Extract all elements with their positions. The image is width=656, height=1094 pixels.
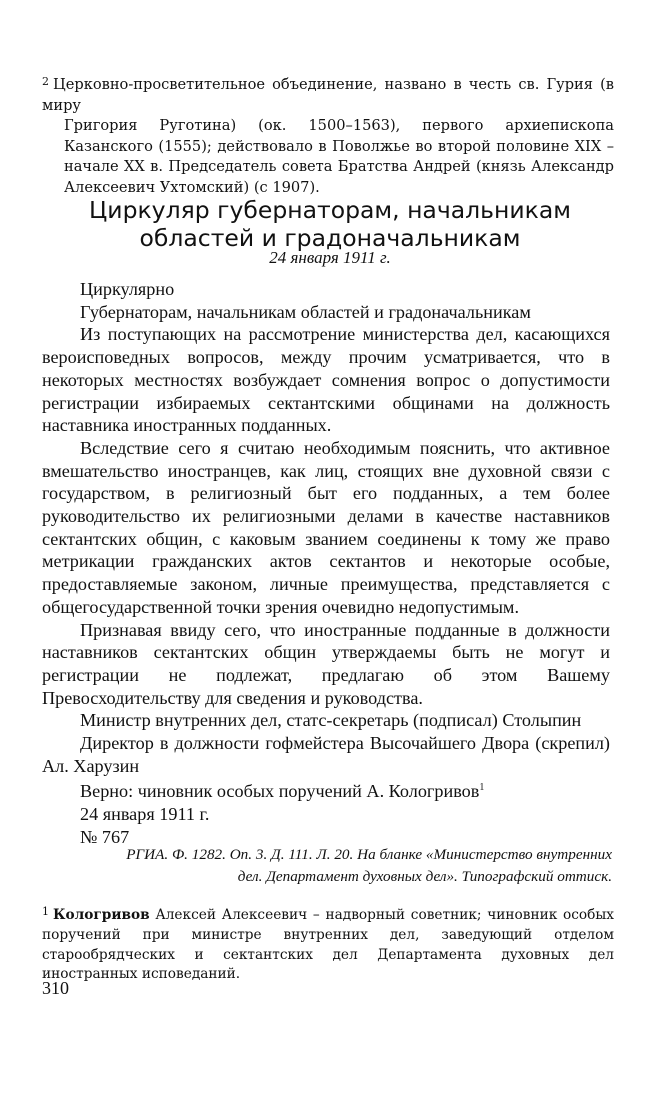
footnote-text: Алексей Алексеевич – надворный советник; чиновник особых поручений при министре внутренних дел, заведующий отделом старообрядческих и сектантских дел Департамента духовных дел иностранных исповеданий. xyxy=(42,907,615,983)
document-title: Циркуляр губернаторам, начальникам областей и градоначальникам xyxy=(89,196,571,252)
addressee: Губернаторам, начальникам областей и градоначальникам xyxy=(80,301,531,322)
archive-source xyxy=(42,844,612,888)
footnote-mark: 2 xyxy=(42,75,49,88)
footnote-name: Кологривов xyxy=(53,907,150,923)
top-footnote xyxy=(42,72,614,199)
certified-text: Верно: чиновник особых поручений А. Кологривов xyxy=(80,781,480,802)
footnote-mark: 1 xyxy=(42,905,49,918)
document-date: 24 января 1911 г. xyxy=(269,248,391,267)
signature-director: Директор в должности гофмейстера Высочайшего Двора (скрепил) Ал. Харузин xyxy=(42,733,610,776)
document-number: № 767 xyxy=(80,826,130,847)
document-body xyxy=(42,278,610,849)
paragraph-3: Признавая ввиду сего, что иностранные подданные в должности наставников сектантских общин утверждаемы быть не могут и регистрации не подлежат, предлагаю об этом Вашему Превосходительству для сведения и руководства. xyxy=(42,619,610,708)
heading-note: Циркулярно xyxy=(80,279,175,299)
certified-line xyxy=(42,777,610,803)
certified-mark: 1 xyxy=(479,782,485,794)
bottom-footnote xyxy=(42,902,614,985)
footnote-first-line: Церковно-просветительное объединение, названо в честь св. Гурия (в миру xyxy=(42,76,614,114)
date-line: 24 января 1911 г. xyxy=(80,804,210,825)
footnote-text: Григория Руготина) (ок. 1500–1563), первого архиепископа Казанского (1555); действовало в Поволжье во второй половине XIX – начале XX в. Председатель совета Братства Андрей (князь Александр Алексеевич Ухтомский) (с 1907). xyxy=(64,117,614,196)
page-number: 310 xyxy=(42,978,69,998)
signature-minister: Министр внутренних дел, статс-секретарь (подписал) Столыпин xyxy=(80,710,582,731)
paragraph-2: Вследствие сего я считаю необходимым пояснить, что активное вмешательство иностранцев, как лиц, стоящих вне духовной связи с государством, в религиозный быт его подданных, а тем более руководительство их религиозными делами в качестве наставников сектантских общин, с каковым званием соединены к тому же право метрикации гражданских актов сектантов и некоторые особые, предоставляемые законом, личные преимущества, представляется с общегосударственной точки зрения очевидно недопустимым. xyxy=(42,437,610,617)
paragraph-1: Из поступающих на рассмотрение министерства дел, касающихся вероисповедных вопросов, между прочим усматривается, что в некоторых местностях возбуждает сомнения вопрос о допустимости регистрации избираемых сектантскими общинами на должность наставника иностранных подданных. xyxy=(42,324,610,436)
source-line-1: РГИА. Ф. 1282. Оп. 3. Д. 111. Л. 20. На бланке «Министерство внутренних xyxy=(126,846,612,863)
source-line-2: дел. Департамент духовных дел». Типографский оттиск. xyxy=(237,868,612,885)
